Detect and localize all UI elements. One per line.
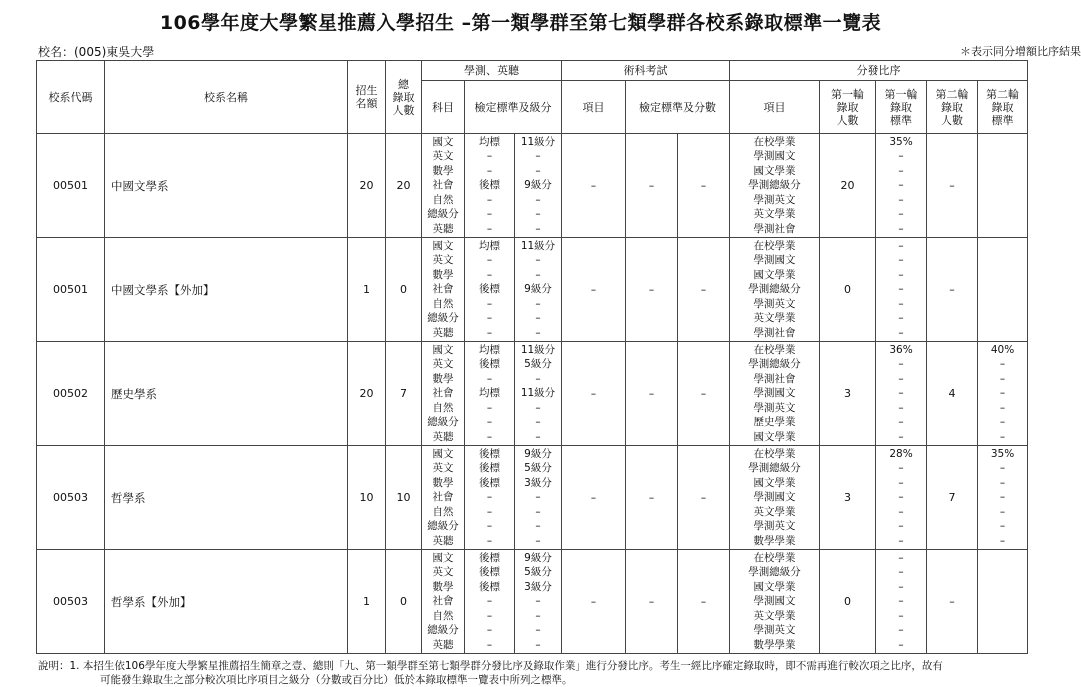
ratio-items-line: 英文學業 xyxy=(753,208,796,221)
gsat-grades-line: 3級分 xyxy=(524,476,552,489)
table-row xyxy=(37,134,1028,238)
gsat-standards-line: – xyxy=(486,193,493,206)
r1-standards-line: – xyxy=(898,551,904,564)
gsat-standards xyxy=(465,446,515,550)
ratio-items-line: 英文學業 xyxy=(753,505,796,518)
dept-code: 00501 xyxy=(37,238,105,342)
gsat-standards-line: 均標 xyxy=(479,239,500,252)
ratio-items-line: 國文學業 xyxy=(753,430,796,443)
r2-standards-line: – xyxy=(999,430,1006,443)
gsat-subjects-line: 自然 xyxy=(432,297,454,310)
quota: 1 xyxy=(348,238,386,342)
r1-standards-line: – xyxy=(898,566,904,579)
admitted: 0 xyxy=(386,238,422,342)
admitted: 10 xyxy=(386,446,422,550)
footnote-line-1: 說明：1. 本招生依106學年度大學繁星推薦招生簡章之壹、總則「九、第一類學群至第七類學群分發比序及錄取作業」進行分發比序。考生一經比序確定錄取時，即不需再進行較次項之比序，故有 xyxy=(38,660,943,672)
dept-name: 中國文學系【外加】 xyxy=(105,238,348,342)
gsat-grades-line: 5級分 xyxy=(524,358,552,371)
gsat-subjects-line: 自然 xyxy=(432,505,454,518)
r1-standards xyxy=(876,550,927,654)
gsat-grades xyxy=(515,550,562,654)
admitted: 7 xyxy=(386,342,422,446)
gsat-subjects-line: 總級分 xyxy=(427,208,459,221)
dept-name: 哲學系 xyxy=(105,446,348,550)
dept-name: 哲學系【外加】 xyxy=(105,550,348,654)
gsat-standards-line: 均標 xyxy=(479,387,500,400)
ratio-items-line: 數學學業 xyxy=(753,638,796,651)
gsat-grades-line: 9級分 xyxy=(524,179,552,192)
ratio-items-line: 在校學業 xyxy=(753,343,796,356)
gsat-subjects-line: 國文 xyxy=(432,239,454,252)
gsat-subjects-line: 國文 xyxy=(432,551,454,564)
gsat-standards-line: – xyxy=(486,164,493,177)
r1-standards-line: – xyxy=(898,358,904,371)
ratio-items-line: 歷史學業 xyxy=(753,416,796,429)
top-note: ＊表示同分增額比序結果 xyxy=(960,45,1081,58)
art-item: – xyxy=(562,134,626,238)
r2-standards-line: – xyxy=(999,462,1006,475)
r2-standards-line: – xyxy=(999,372,1006,385)
r2-count: – xyxy=(927,238,978,342)
art-score: – xyxy=(678,238,730,342)
r1-standards-line: – xyxy=(898,505,904,518)
gsat-grades-line: 9級分 xyxy=(524,551,552,564)
gsat-grades-line: – xyxy=(535,150,541,163)
gsat-standards-line: – xyxy=(486,222,493,235)
r2-standards-line: – xyxy=(999,491,1006,504)
r1-standards-line: – xyxy=(898,372,904,385)
gsat-standards-line: – xyxy=(486,268,493,281)
gsat-grades-line: – xyxy=(535,505,541,518)
ratio-items-line: 學測英文 xyxy=(753,193,796,206)
gsat-subjects-line: 英聽 xyxy=(432,534,454,547)
ratio-items-line: 英文學業 xyxy=(753,609,796,622)
ratio-items-line: 學測總級分 xyxy=(748,566,801,579)
gsat-grades-line: – xyxy=(535,491,541,504)
header-quota: 招生 名額 xyxy=(348,61,386,134)
ratio-items-line: 學測國文 xyxy=(753,387,796,400)
gsat-subjects-line: 自然 xyxy=(432,401,454,414)
ratio-items xyxy=(730,446,820,550)
gsat-standards-line: 後標 xyxy=(479,179,500,192)
r1-count: 0 xyxy=(820,238,876,342)
art-score: – xyxy=(678,446,730,550)
gsat-standards xyxy=(465,238,515,342)
gsat-subjects xyxy=(422,446,465,550)
ratio-items-line: 學測總級分 xyxy=(748,462,801,475)
gsat-standards-line: 後標 xyxy=(479,358,500,371)
ratio-items-line: 在校學業 xyxy=(753,551,796,564)
r1-standards-line: – xyxy=(898,283,904,296)
quota: 10 xyxy=(348,446,386,550)
gsat-standards-line: – xyxy=(486,326,493,339)
header-art-group: 術科考試 xyxy=(562,61,730,81)
gsat-grades-line: – xyxy=(535,297,541,310)
gsat-standards-line: – xyxy=(486,401,493,414)
gsat-standards-line: 後標 xyxy=(479,580,500,593)
gsat-subjects-line: 社會 xyxy=(432,283,454,296)
r1-standards xyxy=(876,238,927,342)
ratio-items-line: 學測總級分 xyxy=(748,283,801,296)
art-score: – xyxy=(678,134,730,238)
admission-standards-table xyxy=(36,60,1028,654)
gsat-grades-line: – xyxy=(535,193,541,206)
gsat-standards-line: 均標 xyxy=(479,135,500,148)
gsat-grades-line: – xyxy=(535,222,541,235)
r1-standards xyxy=(876,134,927,238)
gsat-subjects-line: 英聽 xyxy=(432,430,454,443)
gsat-subjects-line: 社會 xyxy=(432,595,454,608)
r1-standards-line: – xyxy=(898,164,904,177)
r1-standards-line: – xyxy=(898,208,904,221)
ratio-items-line: 學測國文 xyxy=(753,491,796,504)
ratio-items xyxy=(730,238,820,342)
ratio-items-line: 國文學業 xyxy=(753,164,796,177)
ratio-items-line: 國文學業 xyxy=(753,268,796,281)
footnote xyxy=(38,659,943,687)
quota: 1 xyxy=(348,550,386,654)
gsat-standards-line: 均標 xyxy=(479,343,500,356)
gsat-grades-line: 9級分 xyxy=(524,447,552,460)
r1-standards-line: – xyxy=(898,430,904,443)
gsat-standards-line: – xyxy=(486,595,493,608)
r1-standards-line: – xyxy=(898,193,904,206)
r2-count: – xyxy=(927,550,978,654)
r1-standards-line: – xyxy=(898,297,904,310)
r2-standards-line: 40% xyxy=(990,343,1015,356)
ratio-items-line: 學測國文 xyxy=(753,254,796,267)
r1-standards xyxy=(876,342,927,446)
gsat-subjects-line: 英文 xyxy=(432,462,454,475)
ratio-items-line: 在校學業 xyxy=(753,447,796,460)
gsat-subjects-line: 英文 xyxy=(432,150,454,163)
page-title: 106學年度大學繁星推薦入學招生 –第一類學群至第七類學群各校系錄取標準一覽表 xyxy=(159,12,882,34)
header-r2-std: 第二輪 錄取 標準 xyxy=(978,81,1028,134)
ratio-items-line: 在校學業 xyxy=(753,239,796,252)
r1-standards-line: – xyxy=(898,239,904,252)
r2-standards xyxy=(978,134,1028,238)
gsat-subjects-line: 英文 xyxy=(432,566,454,579)
gsat-standards-line: – xyxy=(486,150,493,163)
gsat-standards-line: 後標 xyxy=(479,462,500,475)
gsat-grades-line: – xyxy=(535,208,541,221)
art-item: – xyxy=(562,446,626,550)
gsat-grades-line: – xyxy=(535,430,541,443)
footnote-line-2: 可能發生錄取生之部分較次項比序項目之級分（分數或百分比）低於本錄取標準一覽表中所列之標準。 xyxy=(100,674,573,686)
gsat-grades xyxy=(515,446,562,550)
gsat-subjects-line: 英文 xyxy=(432,254,454,267)
gsat-grades-line: – xyxy=(535,312,541,325)
gsat-subjects-line: 數學 xyxy=(432,372,454,385)
ratio-items-line: 國文學業 xyxy=(753,476,796,489)
r2-standards-line: – xyxy=(999,416,1006,429)
gsat-standards-line: – xyxy=(486,254,493,267)
header-gsat-group: 學測、英聽 xyxy=(422,61,562,81)
gsat-subjects-line: 國文 xyxy=(432,447,454,460)
ratio-items-line: 國文學業 xyxy=(753,580,796,593)
gsat-standards-line: 後標 xyxy=(479,476,500,489)
r1-standards-line: – xyxy=(898,476,904,489)
gsat-standards-line: – xyxy=(486,491,493,504)
r1-count: 0 xyxy=(820,550,876,654)
r2-count: 7 xyxy=(927,446,978,550)
gsat-subjects xyxy=(422,238,465,342)
gsat-subjects-line: 社會 xyxy=(432,491,454,504)
gsat-subjects-line: 總級分 xyxy=(427,520,459,533)
header-r1-std: 第一輪 錄取 標準 xyxy=(876,81,927,134)
gsat-grades-line: – xyxy=(535,534,541,547)
r1-standards-line: – xyxy=(898,462,904,475)
gsat-subjects-line: 英文 xyxy=(432,358,454,371)
gsat-grades xyxy=(515,342,562,446)
art-standard: – xyxy=(626,134,678,238)
gsat-subjects xyxy=(422,342,465,446)
gsat-subjects-line: 自然 xyxy=(432,609,454,622)
ratio-items-line: 學測英文 xyxy=(753,520,796,533)
ratio-items-line: 學測英文 xyxy=(753,297,796,310)
gsat-standards-line: – xyxy=(486,638,493,651)
gsat-grades-line: 11級分 xyxy=(520,343,556,356)
art-standard: – xyxy=(626,446,678,550)
r2-standards-line: – xyxy=(999,401,1006,414)
art-score: – xyxy=(678,342,730,446)
ratio-items xyxy=(730,342,820,446)
gsat-standards-line: – xyxy=(486,520,493,533)
r1-count: 20 xyxy=(820,134,876,238)
gsat-standards xyxy=(465,134,515,238)
dept-code: 00503 xyxy=(37,446,105,550)
art-standard: – xyxy=(626,550,678,654)
admitted: 20 xyxy=(386,134,422,238)
gsat-grades-line: – xyxy=(535,401,541,414)
art-score: – xyxy=(678,550,730,654)
gsat-grades-line: – xyxy=(535,638,541,651)
gsat-grades-line: 11級分 xyxy=(520,387,556,400)
gsat-grades-line: – xyxy=(535,520,541,533)
gsat-subjects-line: 英聽 xyxy=(432,638,454,651)
gsat-grades-line: – xyxy=(535,595,541,608)
header-code: 校系代碼 xyxy=(37,61,105,134)
quota: 20 xyxy=(348,342,386,446)
r1-standards-line: – xyxy=(898,387,904,400)
r2-standards-line: 35% xyxy=(990,447,1015,460)
table-row xyxy=(37,342,1028,446)
r1-standards xyxy=(876,446,927,550)
gsat-grades-line: 5級分 xyxy=(524,462,552,475)
ratio-items-line: 學測總級分 xyxy=(748,179,801,192)
r2-count: 4 xyxy=(927,342,978,446)
gsat-standards-line: 後標 xyxy=(479,566,500,579)
r2-standards xyxy=(978,342,1028,446)
gsat-standards-line: – xyxy=(486,609,493,622)
gsat-standards xyxy=(465,550,515,654)
gsat-subjects-line: 國文 xyxy=(432,135,454,148)
gsat-standards-line: – xyxy=(486,416,493,429)
gsat-standards-line: 後標 xyxy=(479,283,500,296)
ratio-items-line: 學測國文 xyxy=(753,150,796,163)
ratio-items xyxy=(730,550,820,654)
table-row xyxy=(37,446,1028,550)
header-art-standard: 檢定標準及分數 xyxy=(626,81,730,134)
ratio-items-line: 學測社會 xyxy=(753,372,796,385)
r2-standards-line: – xyxy=(999,358,1006,371)
table-row xyxy=(37,238,1028,342)
gsat-standards-line: – xyxy=(486,297,493,310)
r1-count: 3 xyxy=(820,342,876,446)
ratio-items-line: 學測英文 xyxy=(753,401,796,414)
gsat-grades xyxy=(515,134,562,238)
ratio-items-line: 數學學業 xyxy=(753,534,796,547)
r1-standards-line: 35% xyxy=(889,135,913,148)
gsat-grades-line: – xyxy=(535,372,541,385)
ratio-items-line: 在校學業 xyxy=(753,135,796,148)
r2-standards-line: – xyxy=(999,476,1006,489)
r1-standards-line: – xyxy=(898,624,904,637)
dept-code: 00501 xyxy=(37,134,105,238)
r1-standards-line: – xyxy=(898,416,904,429)
gsat-grades-line: – xyxy=(535,609,541,622)
header-ratio-item: 項目 xyxy=(730,81,820,134)
header-ratio-group: 分發比序 xyxy=(730,61,1028,81)
gsat-subjects-line: 總級分 xyxy=(427,312,459,325)
art-standard: – xyxy=(626,238,678,342)
gsat-subjects-line: 國文 xyxy=(432,343,454,356)
gsat-standards-line: – xyxy=(486,430,493,443)
gsat-standards-line: – xyxy=(486,208,493,221)
table-row xyxy=(37,550,1028,654)
ratio-items xyxy=(730,134,820,238)
gsat-grades-line: 9級分 xyxy=(524,283,552,296)
art-item: – xyxy=(562,342,626,446)
r1-standards-line: 28% xyxy=(889,447,913,460)
gsat-subjects-line: 社會 xyxy=(432,179,454,192)
r1-standards-line: – xyxy=(898,312,904,325)
quota: 20 xyxy=(348,134,386,238)
gsat-subjects-line: 總級分 xyxy=(427,624,459,637)
r1-standards-line: – xyxy=(898,150,904,163)
gsat-standards-line: – xyxy=(486,505,493,518)
gsat-subjects-line: 自然 xyxy=(432,193,454,206)
gsat-subjects xyxy=(422,550,465,654)
gsat-subjects-line: 數學 xyxy=(432,164,454,177)
header-gsat-subject: 科目 xyxy=(422,81,465,134)
r2-standards xyxy=(978,446,1028,550)
r1-standards-line: – xyxy=(898,534,904,547)
r2-count: – xyxy=(927,134,978,238)
header-art-item: 項目 xyxy=(562,81,626,134)
gsat-standards-line: 後標 xyxy=(479,551,500,564)
gsat-subjects-line: 數學 xyxy=(432,580,454,593)
art-item: – xyxy=(562,550,626,654)
r2-standards-line: – xyxy=(999,520,1006,533)
gsat-standards-line: – xyxy=(486,534,493,547)
gsat-subjects xyxy=(422,134,465,238)
gsat-standards-line: – xyxy=(486,312,493,325)
r2-standards-line: – xyxy=(999,534,1006,547)
dept-name: 歷史學系 xyxy=(105,342,348,446)
r1-standards-line: – xyxy=(898,520,904,533)
gsat-standards-line: – xyxy=(486,624,493,637)
ratio-items-line: 學測國文 xyxy=(753,595,796,608)
gsat-standards-line: 後標 xyxy=(479,447,500,460)
r2-standards-line: – xyxy=(999,505,1006,518)
art-standard: – xyxy=(626,342,678,446)
gsat-grades-line: – xyxy=(535,326,541,339)
gsat-subjects-line: 總級分 xyxy=(427,416,459,429)
gsat-subjects-line: 英聽 xyxy=(432,222,454,235)
gsat-grades-line: 3級分 xyxy=(524,580,552,593)
gsat-grades-line: – xyxy=(535,416,541,429)
ratio-items-line: 學測社會 xyxy=(753,326,796,339)
gsat-grades-line: 11級分 xyxy=(520,239,556,252)
r1-standards-line: – xyxy=(898,580,904,593)
r1-count: 3 xyxy=(820,446,876,550)
gsat-grades-line: 11級分 xyxy=(520,135,556,148)
r1-standards-line: – xyxy=(898,326,904,339)
gsat-subjects-line: 英聽 xyxy=(432,326,454,339)
header-name: 校系名稱 xyxy=(105,61,348,134)
gsat-grades-line: – xyxy=(535,624,541,637)
gsat-standards-line: – xyxy=(486,372,493,385)
r2-standards xyxy=(978,550,1028,654)
ratio-items-line: 學測總級分 xyxy=(748,358,801,371)
school-label: 校名：(005)東吳大學 xyxy=(38,45,155,59)
ratio-items-line: 學測英文 xyxy=(753,624,796,637)
ratio-items-line: 英文學業 xyxy=(753,312,796,325)
ratio-items-line: 學測社會 xyxy=(753,222,796,235)
art-item: – xyxy=(562,238,626,342)
r1-standards-line: – xyxy=(898,179,904,192)
gsat-grades xyxy=(515,238,562,342)
r1-standards-line: – xyxy=(898,609,904,622)
gsat-subjects-line: 數學 xyxy=(432,268,454,281)
header-gsat-standard: 檢定標準及級分 xyxy=(465,81,562,134)
gsat-grades-line: – xyxy=(535,268,541,281)
r1-standards-line: – xyxy=(898,491,904,504)
r1-standards-line: 36% xyxy=(889,343,913,356)
r1-standards-line: – xyxy=(898,222,904,235)
r1-standards-line: – xyxy=(898,401,904,414)
dept-code: 00502 xyxy=(37,342,105,446)
header-r1-count: 第一輪 錄取 人數 xyxy=(820,81,876,134)
r2-standards-line: – xyxy=(999,387,1006,400)
dept-code: 00503 xyxy=(37,550,105,654)
gsat-subjects-line: 數學 xyxy=(432,476,454,489)
gsat-grades-line: – xyxy=(535,254,541,267)
gsat-grades-line: 5級分 xyxy=(524,566,552,579)
gsat-standards xyxy=(465,342,515,446)
gsat-subjects-line: 社會 xyxy=(432,387,454,400)
r1-standards-line: – xyxy=(898,254,904,267)
admitted: 0 xyxy=(386,550,422,654)
header-r2-count: 第二輪 錄取 人數 xyxy=(927,81,978,134)
header-admitted: 總 錄取 人數 xyxy=(386,61,422,134)
r1-standards-line: – xyxy=(898,638,904,651)
gsat-grades-line: – xyxy=(535,164,541,177)
r2-standards xyxy=(978,238,1028,342)
dept-name: 中國文學系 xyxy=(105,134,348,238)
r1-standards-line: – xyxy=(898,268,904,281)
r1-standards-line: – xyxy=(898,595,904,608)
